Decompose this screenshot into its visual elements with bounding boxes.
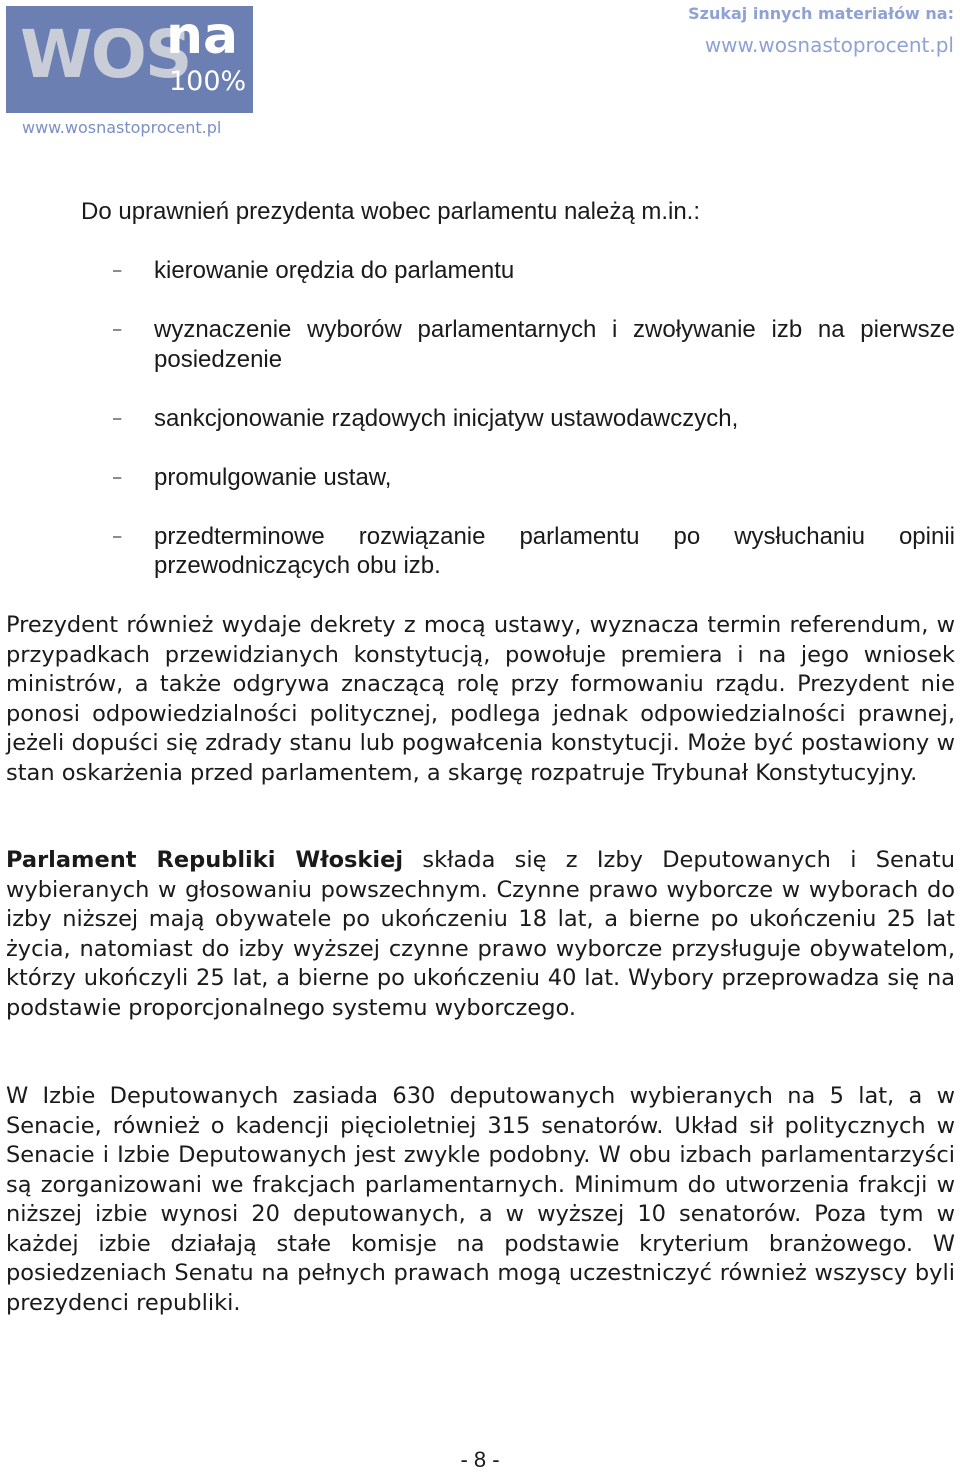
list-item-text: kierowanie orędzia do parlamentu — [154, 257, 515, 284]
page-number: - 8 - — [460, 1447, 500, 1472]
list-item — [113, 256, 955, 286]
search-label: Szukaj innych materiałów na: — [688, 4, 954, 23]
logo-na-text: na — [166, 6, 239, 66]
search-url-link[interactable]: www.wosnastoprocent.pl — [704, 33, 954, 57]
powers-list — [113, 256, 955, 610]
list-item-text: sankcjonowanie rządowych inicjatyw ustawodawczych, — [154, 404, 739, 432]
list-item — [113, 463, 955, 493]
dash-bullet: – — [113, 468, 122, 486]
list-item — [113, 522, 955, 581]
list-item-text: wyznaczenie wyborów parlamentarnych i zwoływanie izb na pierwsze posiedzenie — [154, 316, 955, 373]
paragraph-parliament-heading: Parlament Republiki Włoskiej — [6, 847, 404, 873]
intro-line: Do uprawnień prezydenta wobec parlamentu należą m.in.: — [81, 198, 701, 225]
paragraph-parliament-body: składa się z Izby Deputowanych i Senatu wybieranych w głosowaniu powszechnym. Czynne prawo wyborcze w wyborach do izby niższej mają obywatele po ukończeniu 18 lat, a bierne po ukończeniu 25 lat życia, natomiast do izby wyższej czynne prawo wyborcze przysługuje obywatelom, którzy ukończyli 25 lat, a bierne po ukończeniu 40 lat. Wybory przeprowadza się na podstawie proporcjonalnego systemu wyborczego. — [6, 847, 955, 1021]
dash-bullet: – — [113, 527, 122, 545]
list-item — [113, 404, 955, 434]
header-search-block — [688, 4, 954, 56]
paragraph-parliament — [6, 846, 955, 1023]
dash-bullet: – — [113, 321, 122, 338]
site-logo[interactable] — [6, 6, 253, 113]
list-item-text: promulgowanie ustaw, — [154, 463, 392, 491]
dash-bullet: – — [113, 262, 122, 279]
paragraph-president: Prezydent również wydaje dekrety z mocą ustawy, wyznacza termin referendum, w przypadkach przewidzianych konstytucją, powołuje premiera i na jego wniosek ministrów, a także odgrywa znaczącą rolę przy formowaniu rządu. Prezydent nie ponosi odpowiedzialności politycznej, podlega jednak odpowiedzialności prawnej, jeżeli dopuści się zdrady stanu lub pogwałcenia konstytucji. Może być postawiony w stan oskarżenia przed parlamentem, a skargę rozpatruje Trybunał Konstytucyjny. — [6, 612, 955, 786]
list-item-text: przedterminowe rozwiązanie parlamentu po wysłuchaniu opinii przewodniczących obu izb. — [154, 522, 955, 579]
logo-wos-text: WOS — [20, 16, 191, 93]
paragraph-chambers: W Izbie Deputowanych zasiada 630 deputowanych wybieranych na 5 lat, a w Senacie, również o kadencji pięcioletniej 315 senatorów. Układ sił politycznych w Senacie i Izbie Deputowanych jest zwykle podobny. W obu izbach parlamentarzyści są zorganizowani we frakcjach parlamentarnych. Minimum do utworzenia frakcji w niższej izbie wynosi 20 deputowanych, a w wyższej 10 senatorów. Poza tym w każdej izbie działają stałe komisje na podstawie kryterium branżowego. W posiedzeniach Senatu na pełnych prawach mogą uczestniczyć również wszyscy byli prezydenci republiki. — [6, 1083, 955, 1316]
dash-bullet: – — [113, 409, 122, 427]
logo-percent-text: 100% — [169, 66, 247, 97]
list-item — [113, 315, 955, 374]
logo-url-link[interactable]: www.wosnastoprocent.pl — [22, 118, 222, 137]
